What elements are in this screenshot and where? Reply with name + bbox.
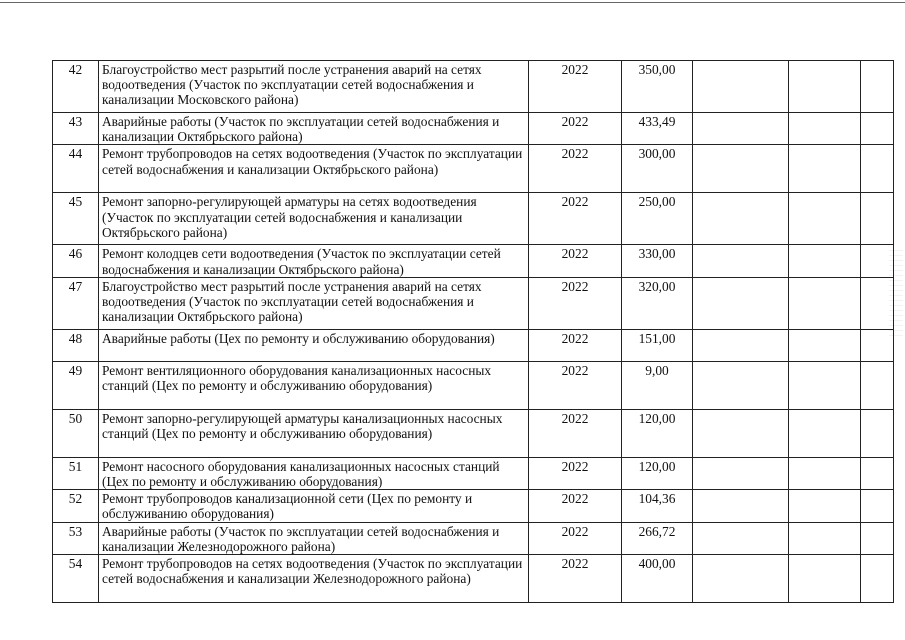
empty-cell	[789, 522, 861, 554]
row-number: 54	[53, 555, 99, 603]
row-year: 2022	[529, 193, 622, 245]
table-row	[53, 113, 894, 145]
work-description: Ремонт запорно-регулирующей арматуры канализационных насосных станций (Цех по ремонту и обслуживанию оборудования)	[99, 409, 529, 457]
works-table	[52, 60, 894, 603]
empty-cell	[861, 61, 894, 113]
row-number: 49	[53, 361, 99, 409]
row-amount: 320,00	[622, 277, 693, 329]
row-amount: 120,00	[622, 409, 693, 457]
empty-cell	[861, 361, 894, 409]
row-number: 50	[53, 409, 99, 457]
work-description: Ремонт трубопроводов канализационной сети (Цех по ремонту и обслуживанию оборудования)	[99, 490, 529, 522]
row-amount: 120,00	[622, 457, 693, 489]
row-number: 44	[53, 145, 99, 193]
row-number: 52	[53, 490, 99, 522]
work-description: Аварийные работы (Участок по эксплуатации сетей водоснабжения и канализации Железнодорожного района)	[99, 522, 529, 554]
table-row	[53, 361, 894, 409]
empty-cell	[789, 145, 861, 193]
empty-cell	[693, 522, 789, 554]
row-amount: 266,72	[622, 522, 693, 554]
work-description: Ремонт насосного оборудования канализационных насосных станций (Цех по ремонту и обслуживанию оборудования)	[99, 457, 529, 489]
table-row	[53, 522, 894, 554]
empty-cell	[789, 361, 861, 409]
row-year: 2022	[529, 490, 622, 522]
work-description: Благоустройство мест разрытий после устранения аварий на сетях водоотведения (Участок по эксплуатации сетей водоснабжения и канализации Октябрьского района)	[99, 277, 529, 329]
table-row	[53, 145, 894, 193]
row-year: 2022	[529, 522, 622, 554]
empty-cell	[789, 409, 861, 457]
row-year: 2022	[529, 457, 622, 489]
work-description: Ремонт колодцев сети водоотведения (Участок по эксплуатации сетей водоснабжения и канализации Октябрьского района)	[99, 245, 529, 277]
empty-cell	[693, 409, 789, 457]
empty-cell	[861, 555, 894, 603]
table-row	[53, 245, 894, 277]
empty-cell	[693, 193, 789, 245]
row-year: 2022	[529, 61, 622, 113]
table-row	[53, 61, 894, 113]
empty-cell	[693, 113, 789, 145]
table-row	[53, 193, 894, 245]
empty-cell	[693, 245, 789, 277]
empty-cell	[861, 145, 894, 193]
row-number: 45	[53, 193, 99, 245]
row-year: 2022	[529, 113, 622, 145]
row-year: 2022	[529, 409, 622, 457]
empty-cell	[789, 490, 861, 522]
row-amount: 104,36	[622, 490, 693, 522]
table-row	[53, 409, 894, 457]
empty-cell	[861, 113, 894, 145]
empty-cell	[693, 277, 789, 329]
empty-cell	[693, 145, 789, 193]
row-year: 2022	[529, 277, 622, 329]
empty-cell	[789, 457, 861, 489]
empty-cell	[861, 522, 894, 554]
empty-cell	[693, 361, 789, 409]
empty-cell	[789, 555, 861, 603]
work-description: Ремонт вентиляционного оборудования канализационных насосных станций (Цех по ремонту и обслуживанию оборудования)	[99, 361, 529, 409]
empty-cell	[789, 277, 861, 329]
empty-cell	[861, 490, 894, 522]
table-row	[53, 555, 894, 603]
row-number: 43	[53, 113, 99, 145]
empty-cell	[789, 193, 861, 245]
table-row	[53, 490, 894, 522]
empty-cell	[861, 457, 894, 489]
table-row	[53, 277, 894, 329]
row-number: 42	[53, 61, 99, 113]
page-top-rule	[0, 2, 905, 3]
row-amount: 250,00	[622, 193, 693, 245]
row-amount: 400,00	[622, 555, 693, 603]
work-description: Аварийные работы (Участок по эксплуатации сетей водоснабжения и канализации Октябрьского района)	[99, 113, 529, 145]
empty-cell	[789, 245, 861, 277]
work-description: Благоустройство мест разрытий после устранения аварий на сетях водоотведения (Участок по эксплуатации сетей водоснабжения и канализации Московского района)	[99, 61, 529, 113]
work-description: Ремонт трубопроводов на сетях водоотведения (Участок по эксплуатации сетей водоснабжения и канализации Железнодорожного района)	[99, 555, 529, 603]
row-amount: 433,49	[622, 113, 693, 145]
work-description: Ремонт трубопроводов на сетях водоотведения (Участок по эксплуатации сетей водоснабжения и канализации Октябрьского района)	[99, 145, 529, 193]
row-year: 2022	[529, 555, 622, 603]
row-year: 2022	[529, 145, 622, 193]
empty-cell	[861, 193, 894, 245]
work-description: Аварийные работы (Цех по ремонту и обслуживанию оборудования)	[99, 329, 529, 361]
row-number: 53	[53, 522, 99, 554]
work-description: Ремонт запорно-регулирующей арматуры на сетях водоотведения (Участок по эксплуатации сетей водоснабжения и канализации Октябрьского района)	[99, 193, 529, 245]
row-number: 51	[53, 457, 99, 489]
table-row	[53, 329, 894, 361]
empty-cell	[789, 113, 861, 145]
row-amount: 300,00	[622, 145, 693, 193]
empty-cell	[861, 409, 894, 457]
table-row	[53, 457, 894, 489]
row-year: 2022	[529, 329, 622, 361]
empty-cell	[693, 329, 789, 361]
row-amount: 151,00	[622, 329, 693, 361]
empty-cell	[789, 61, 861, 113]
empty-cell	[693, 457, 789, 489]
row-number: 47	[53, 277, 99, 329]
row-year: 2022	[529, 245, 622, 277]
empty-cell	[789, 329, 861, 361]
empty-cell	[693, 490, 789, 522]
row-year: 2022	[529, 361, 622, 409]
row-amount: 9,00	[622, 361, 693, 409]
scan-noise	[889, 250, 903, 340]
row-number: 48	[53, 329, 99, 361]
empty-cell	[693, 61, 789, 113]
row-amount: 350,00	[622, 61, 693, 113]
row-amount: 330,00	[622, 245, 693, 277]
works-table-body	[53, 61, 894, 603]
empty-cell	[693, 555, 789, 603]
row-number: 46	[53, 245, 99, 277]
